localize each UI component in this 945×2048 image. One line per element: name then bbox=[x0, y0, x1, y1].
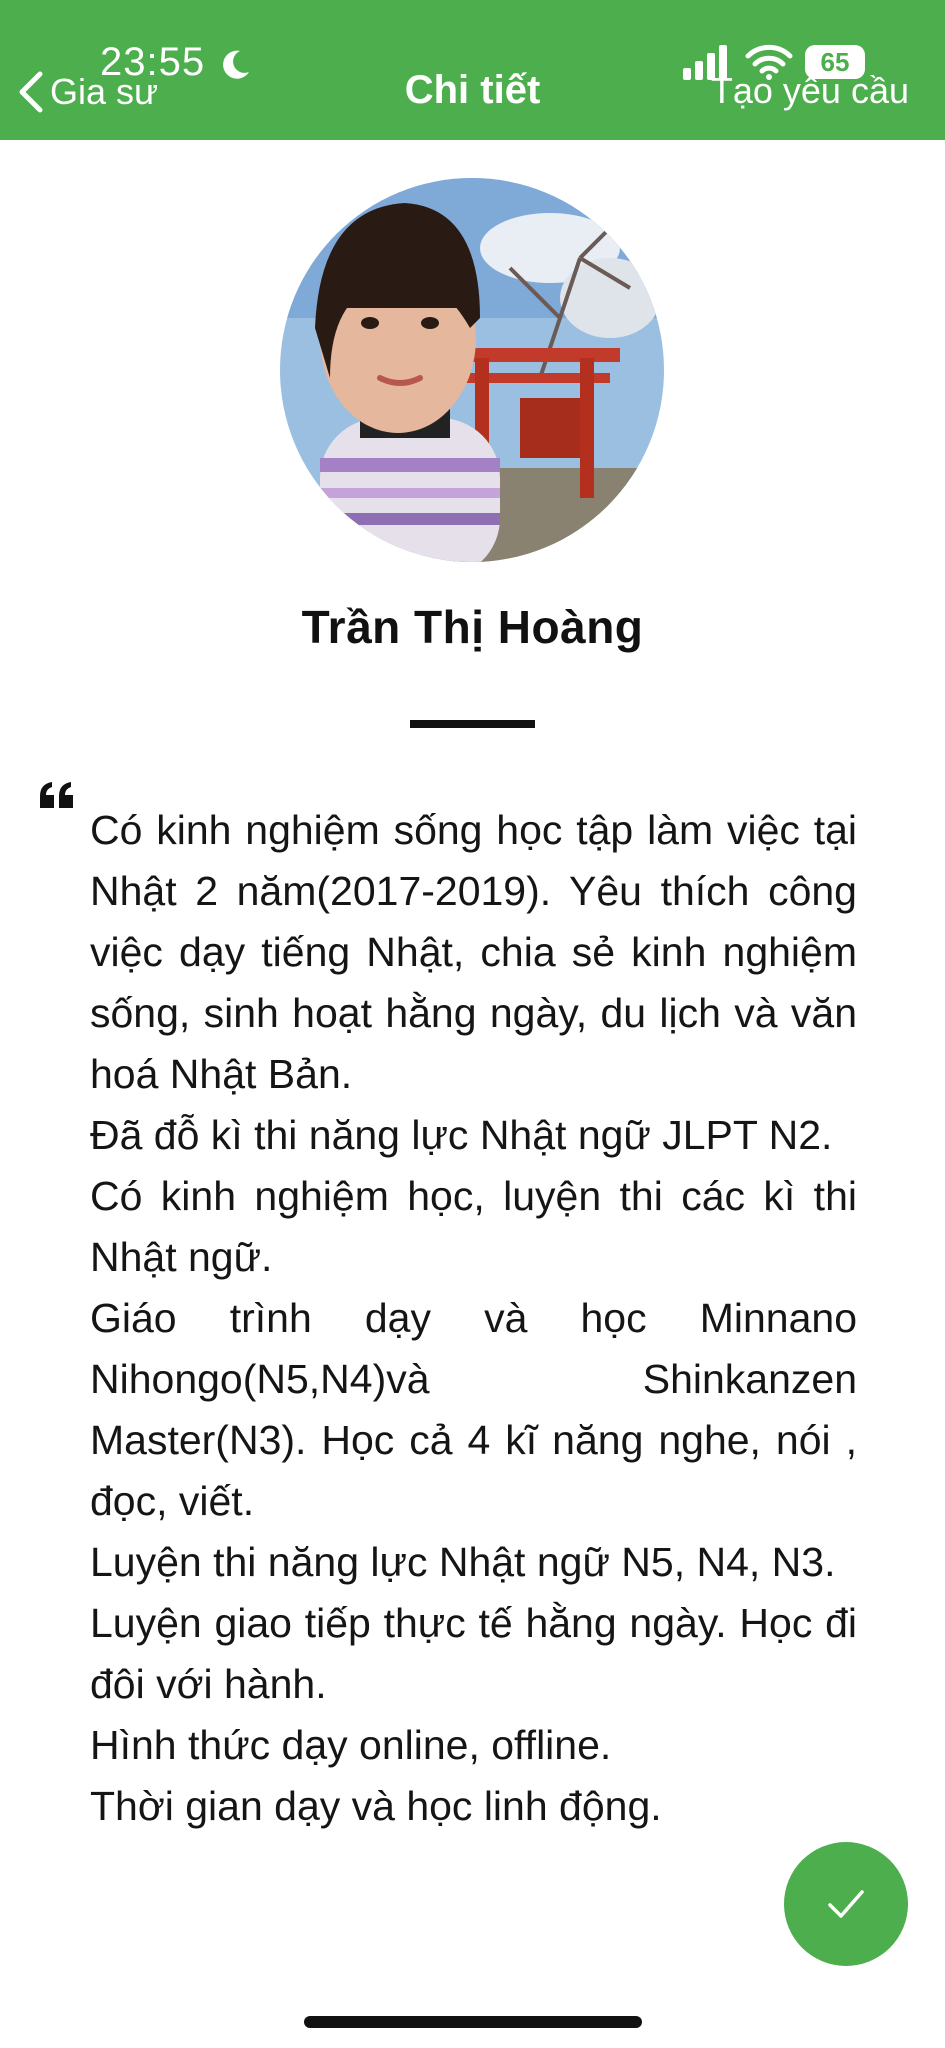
page-title: Chi tiết bbox=[404, 68, 541, 112]
back-button[interactable] bbox=[16, 62, 158, 122]
avatar bbox=[280, 178, 664, 562]
description-paragraph: Luyện thi năng lực Nhật ngữ N5, N4, N3. bbox=[90, 1539, 836, 1585]
description-paragraph: Có kinh nghiệm sống học tập làm việc tại Nhật 2 năm(2017-2019). Yêu thích công việc dạy tiếng Nhật, chia sẻ kinh nghiệm sống, sinh hoạt hằng ngày, du lịch và văn hoá Nhật Bản. bbox=[90, 807, 857, 1097]
status-time: 23:55 bbox=[100, 40, 206, 84]
moon-icon bbox=[218, 48, 252, 82]
tutor-description bbox=[90, 800, 857, 1968]
home-indicator bbox=[304, 2016, 642, 2028]
quote-icon bbox=[38, 780, 76, 810]
confirm-button[interactable] bbox=[784, 1842, 908, 1966]
check-icon bbox=[824, 1882, 868, 1926]
description-paragraph: Thời gian dạy và học linh động. bbox=[90, 1783, 662, 1829]
header-bar bbox=[0, 0, 945, 140]
description-paragraph: Hình thức dạy online, offline. bbox=[90, 1722, 612, 1768]
tutor-name: Trần Thị Hoàng bbox=[301, 601, 644, 653]
battery-indicator: 65 bbox=[805, 45, 865, 79]
back-label: Gia sư bbox=[50, 71, 159, 112]
divider bbox=[410, 720, 535, 728]
description-paragraph: Có kinh nghiệm học, luyện thi các kì thi Nhật ngữ. bbox=[90, 1173, 857, 1280]
description-paragraph: Luyện giao tiếp thực tế hằng ngày. Học đi đôi với hành. bbox=[90, 1600, 857, 1707]
create-request-button[interactable]: Tạo yêu cầu bbox=[710, 70, 909, 111]
description-paragraph: Giáo trình dạy và học Minnano Nihongo(N5,N4)và Shinkanzen Master(N3). Học cả 4 kĩ năng nghe, nói , đọc, viết. bbox=[90, 1295, 857, 1524]
description-paragraph: Đã đỗ kì thi năng lực Nhật ngữ JLPT N2. bbox=[90, 1112, 833, 1158]
chevron-left-icon bbox=[16, 68, 46, 116]
avatar-photo bbox=[280, 178, 664, 562]
